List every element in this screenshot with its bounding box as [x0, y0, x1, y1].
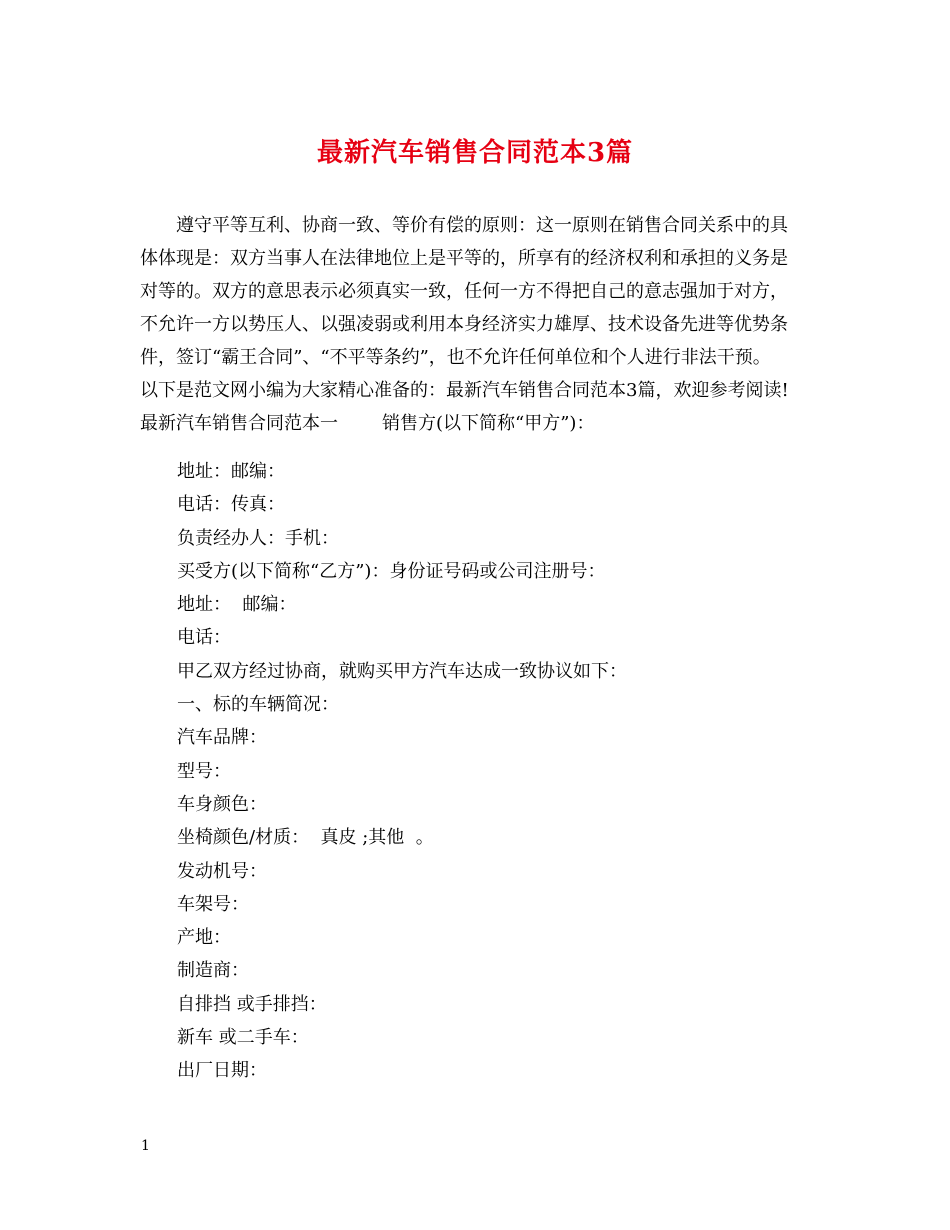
contract-line: 电话： [177, 627, 231, 649]
intro-line: 件，签订“霸王合同”、“不平等条约”，也不允许任何单位和个人进行非法干预。 [140, 347, 771, 368]
contract-line: 地址： 邮编： [177, 594, 297, 616]
contract-line: 汽车品牌： [177, 727, 267, 749]
seller-label: 销售方(以下简称“甲方”)： [382, 413, 595, 434]
contract-line: 一、标的车辆简况： [177, 694, 339, 716]
intro-paragraph [140, 209, 840, 440]
contract-line: 自排挡 或手排挡： [177, 993, 327, 1015]
document-title: 最新汽车销售合同范本3篇 [316, 138, 634, 168]
contract-line: 电话：传真： [177, 494, 285, 516]
contract-line: 发动机号： [177, 860, 267, 882]
contract-line: 甲乙双方经过协商，就购买甲方汽车达成一致协议如下： [177, 660, 627, 682]
intro-line: 体体现是：双方当事人在法律地位上是平等的，所享有的经济权利和承担的义务是 [140, 248, 788, 269]
section-heading: 最新汽车销售合同范本一 [140, 413, 338, 434]
contract-line: 负责经办人：手机： [177, 527, 339, 549]
intro-line: 对等的。双方的意思表示必须真实一致，任何一方不得把自己的意志强加于对方， [140, 281, 788, 302]
section-heading-line [140, 407, 840, 440]
contract-line: 车架号： [177, 893, 249, 915]
intro-line: 遵守平等互利、协商一致、等价有偿的原则：这一原则在销售合同关系中的具 [176, 215, 788, 236]
contract-line: 新车 或二手车： [177, 1027, 309, 1049]
contract-line: 出厂日期： [177, 1060, 267, 1082]
contract-line: 地址：邮编： [177, 461, 285, 482]
contract-line: 产地： [177, 927, 231, 949]
contract-line: 制造商： [177, 960, 249, 982]
intro-line: 不允许一方以势压人、以强凌弱或利用本身经济实力雄厚、技术设备先进等优势条 [140, 314, 788, 335]
contract-line: 车身颜色： [177, 793, 267, 815]
contract-line: 坐椅颜色/材质： 真皮 ;其他 。 [177, 827, 434, 849]
page-number: 1 [141, 1138, 150, 1154]
intro-line: 以下是范文网小编为大家精心准备的：最新汽车销售合同范本3篇，欢迎参考阅读! [140, 380, 789, 401]
contract-line: 型号： [177, 760, 231, 782]
contract-line: 买受方(以下简称“乙方”)：身份证号码或公司注册号： [177, 560, 606, 582]
contract-body [177, 455, 837, 1088]
